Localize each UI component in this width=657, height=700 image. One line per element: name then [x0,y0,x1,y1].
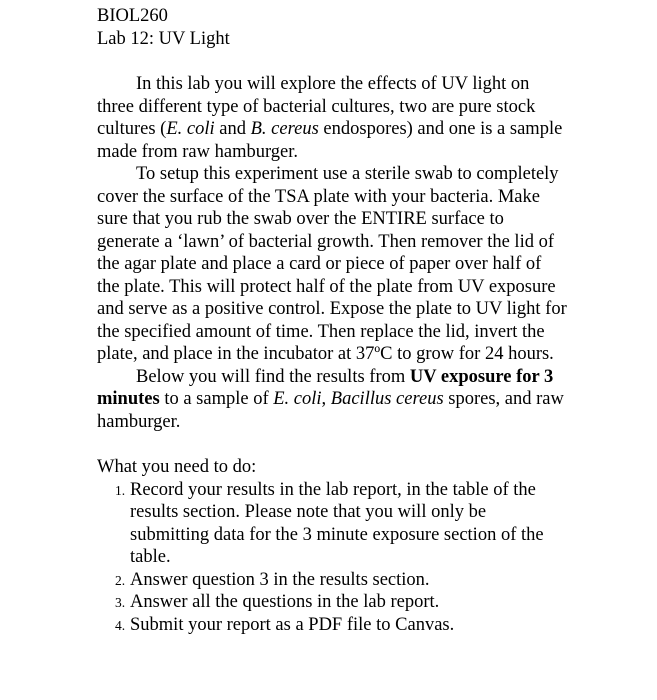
intro-p3-ecoli: E. coli [273,389,322,409]
intro-p3-text-c: to a sample of [159,389,274,409]
course-code: BIOL260 [97,6,168,26]
intro-p1-bcereus: B. cereus [250,119,319,139]
steps-list [97,479,567,637]
intro-paragraph-1 [97,73,567,163]
list-item [97,614,567,637]
intro-paragraph-3 [97,366,567,434]
todo-heading: What you need to do: [97,457,257,477]
intro-p1-text-c: and [214,119,251,139]
step-text: Answer all the questions in the lab report. [130,592,440,612]
step-number: 4. [115,617,126,633]
intro-p3-text-a: Below you will find the results from [136,366,410,387]
step-number: 3. [115,595,126,610]
intro-p1-ecoli: E. coli [166,119,215,139]
intro-p1-text-e: endospores) and one is a sample made from raw hamburger. [97,119,563,162]
intro-paragraph-2: To setup this experiment use a sterile swab to completely cover the surface of the TSA plate with your bacteria. Make sure that you rub the swab over the ENTIRE surface to generate a ‘lawn’ of bacterial growth. Then remover the lid of the agar plate and place a card or piece of paper over half of the plate. This will protect half of the plate from UV exposure and serve as a positive control. Expose the plate to UV light for the specified amount of time. Then replace the lid, invert the plate, and place in the incubator at 37ºC to grow for 24 hours. [97,164,567,364]
intro-p3-exposure: UV exposure for 3 minutes [97,366,554,409]
intro-p3-bacillus: Bacillus cereus [330,389,444,409]
intro-p3-text-e: , [321,389,331,409]
step-text: Answer question 3 in the results section. [130,569,430,590]
step-text: Record your results in the lab report, in the table of the results section. Please note that you will only be submitting data for the 3 minute exposure section of the table. [130,479,544,567]
intro-p3-text-g: spores, and raw hamburger. [97,389,564,432]
lab-title: Lab 12: UV Light [97,28,230,49]
intro-p1-text-a: In this lab you will explore the effects of UV light on three different type of bacterial cultures, two are pure stock cultures ( [97,74,536,139]
todo-section [97,456,567,636]
step-number: 2. [115,572,126,588]
intro-section [97,73,567,433]
list-item [97,591,567,614]
document-page [97,5,567,636]
step-number: 1. [115,482,126,498]
list-item [97,479,567,569]
list-item [97,569,567,592]
step-text: Submit your report as a PDF file to Canvas. [130,614,455,635]
